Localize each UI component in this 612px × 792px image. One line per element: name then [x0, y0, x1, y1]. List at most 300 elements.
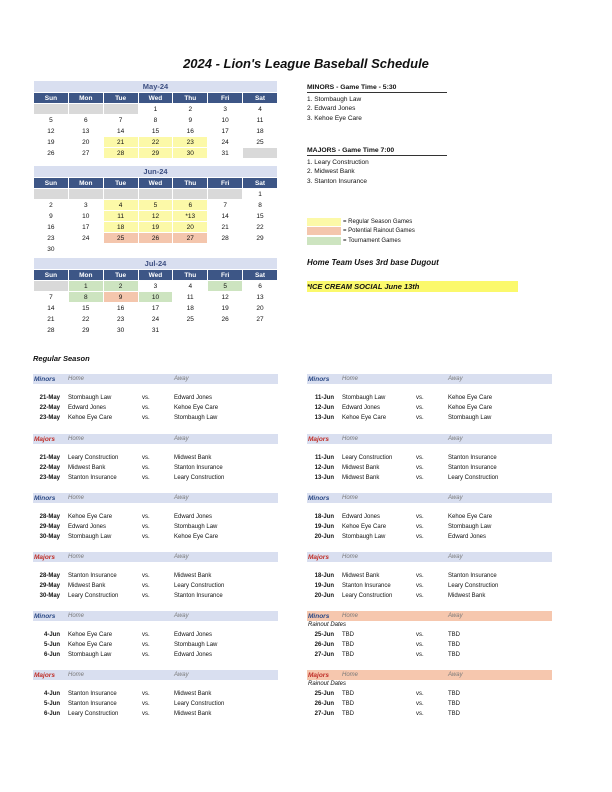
- away-team: Leary Construction: [174, 701, 225, 707]
- away-team: TBD: [448, 642, 460, 648]
- calendar-day: 23: [173, 137, 208, 148]
- calendar-day: 17: [138, 303, 173, 314]
- majors-schedule-block: [33, 670, 278, 719]
- minors-team: 3. Kehoe Eye Care: [307, 114, 362, 122]
- calendar-day: 20: [173, 222, 208, 233]
- game-date: 28-May: [39, 573, 60, 579]
- calendar-day: 28: [103, 148, 138, 159]
- calendar-week: [34, 189, 278, 200]
- away-team: Edward Jones: [174, 395, 213, 401]
- game-row: [33, 709, 278, 719]
- calendar-week: [34, 200, 278, 211]
- home-team: Stombaugh Law: [342, 534, 386, 540]
- block-header: [33, 434, 278, 444]
- league-label: Majors: [308, 671, 329, 679]
- away-team: Kehoe Eye Care: [448, 395, 493, 401]
- calendar-week: [34, 137, 278, 148]
- spacer: [33, 680, 278, 689]
- league-label: Majors: [34, 671, 55, 679]
- majors-team: 1. Leary Construction: [307, 158, 369, 166]
- game-date: 4-Jun: [43, 632, 60, 638]
- vs-label: vs.: [142, 514, 150, 520]
- game-date: 29-May: [39, 524, 60, 530]
- game-row: [307, 640, 552, 650]
- calendar-day: 19: [138, 222, 173, 233]
- calendar-day: 2: [103, 281, 138, 292]
- calendar-day: 4: [243, 104, 278, 115]
- away-team: Stanton Insurance: [448, 465, 497, 471]
- day-header: Sat: [243, 178, 278, 189]
- game-row: [307, 630, 552, 640]
- calendar-day: 19: [34, 137, 69, 148]
- minors-schedule-block: [307, 374, 552, 423]
- vs-label: vs.: [416, 405, 424, 411]
- regular-season-heading: Regular Season: [33, 354, 90, 363]
- vs-label: vs.: [142, 455, 150, 461]
- game-date: 4-Jun: [43, 691, 60, 697]
- calendar-day: 21: [34, 314, 69, 325]
- calendar-day: 31: [208, 148, 243, 159]
- vs-label: vs.: [142, 583, 150, 589]
- calendar-day: 9: [103, 292, 138, 303]
- calendar-week: [34, 314, 278, 325]
- calendar-day: 30: [34, 244, 69, 255]
- game-row: [307, 650, 552, 660]
- home-team: Stombaugh Law: [68, 534, 112, 540]
- vs-label: vs.: [142, 642, 150, 648]
- away-team: Edward Jones: [174, 652, 213, 658]
- calendar-day: 26: [208, 314, 243, 325]
- calendar-day: 16: [34, 222, 69, 233]
- game-row: [307, 532, 552, 542]
- home-team: Kehoe Eye Care: [68, 514, 113, 520]
- home-team: Midwest Bank: [342, 573, 380, 579]
- calendar-day: 5: [34, 115, 69, 126]
- away-team: Edward Jones: [174, 632, 213, 638]
- home-team: Leary Construction: [68, 711, 119, 717]
- game-date: 22-May: [39, 465, 60, 471]
- league-label: Minors: [34, 494, 56, 502]
- away-team: Edward Jones: [174, 514, 213, 520]
- calendar-day: 12: [208, 292, 243, 303]
- game-row: [33, 463, 278, 473]
- calendar-day: 1: [138, 104, 173, 115]
- league-label: Minors: [308, 375, 330, 383]
- vs-label: vs.: [142, 593, 150, 599]
- game-date: 12-Jun: [314, 405, 334, 411]
- calendar-day: 6: [243, 281, 278, 292]
- away-team: Kehoe Eye Care: [174, 405, 219, 411]
- calendar-day: [173, 189, 208, 200]
- vs-label: vs.: [416, 691, 424, 697]
- away-team: Kehoe Eye Care: [448, 405, 493, 411]
- away-team: Kehoe Eye Care: [448, 514, 493, 520]
- calendar-day: 25: [103, 233, 138, 244]
- vs-label: vs.: [416, 652, 424, 658]
- home-label: Home: [342, 554, 359, 560]
- calendar-day: [103, 189, 138, 200]
- legend-swatch: [307, 237, 341, 245]
- vs-label: vs.: [416, 524, 424, 530]
- calendar-day: [208, 244, 243, 255]
- calendar-day: [173, 325, 208, 336]
- vs-label: vs.: [142, 405, 150, 411]
- calendar-day: 12: [138, 211, 173, 222]
- game-row: [307, 413, 552, 423]
- home-label: Home: [342, 436, 359, 442]
- day-header: Thu: [173, 178, 208, 189]
- home-label: Home: [68, 554, 85, 560]
- calendar-day: [34, 104, 69, 115]
- calendar-week: [34, 126, 278, 137]
- block-header: [33, 611, 278, 621]
- game-row: [33, 640, 278, 650]
- spacer: [33, 444, 278, 453]
- calendar-day: [208, 189, 243, 200]
- spacer: [307, 562, 552, 571]
- legend-item: [307, 217, 415, 227]
- minors-schedule-block: [33, 611, 278, 660]
- game-row: [307, 689, 552, 699]
- calendar-day: 31: [138, 325, 173, 336]
- home-team: Stanton Insurance: [342, 583, 391, 589]
- calendar-day: 14: [103, 126, 138, 137]
- calendar-day: 16: [173, 126, 208, 137]
- game-date: 23-May: [39, 415, 60, 421]
- game-row: [307, 512, 552, 522]
- calendar-day: 10: [138, 292, 173, 303]
- calendar-day: 4: [103, 200, 138, 211]
- game-row: [33, 453, 278, 463]
- away-label: Away: [174, 495, 189, 501]
- game-date: 20-Jun: [314, 593, 334, 599]
- game-date: 11-Jun: [314, 455, 334, 461]
- calendar-day: [243, 325, 278, 336]
- block-header: [33, 493, 278, 503]
- vs-label: vs.: [416, 475, 424, 481]
- away-team: Stombaugh Law: [174, 415, 218, 421]
- home-label: Home: [68, 495, 85, 501]
- game-date: 27-Jun: [314, 711, 334, 717]
- game-row: [307, 571, 552, 581]
- calendar-week: [34, 325, 278, 336]
- away-label: Away: [448, 376, 463, 382]
- minors-team: 1. Stombaugh Law: [307, 95, 362, 103]
- spacer: [33, 503, 278, 512]
- vs-label: vs.: [142, 524, 150, 530]
- vs-label: vs.: [416, 395, 424, 401]
- legend-swatch: [307, 218, 341, 226]
- game-row: [307, 393, 552, 403]
- legend-label: = Regular Season Games: [343, 218, 413, 225]
- calendar-day: 15: [138, 126, 173, 137]
- game-date: 30-May: [39, 534, 60, 540]
- away-team: Kehoe Eye Care: [174, 534, 219, 540]
- game-date: 6-Jun: [43, 711, 60, 717]
- calendar-day: 11: [173, 292, 208, 303]
- calendar-day: 17: [208, 126, 243, 137]
- game-date: 22-May: [39, 405, 60, 411]
- game-row: [33, 403, 278, 413]
- calendar-day: [34, 189, 69, 200]
- calendar-day: *13: [173, 211, 208, 222]
- game-date: 30-May: [39, 593, 60, 599]
- rainout-dates-label: Rainout Dates: [308, 622, 347, 628]
- game-date: 18-Jun: [314, 514, 334, 520]
- spacer: [307, 384, 552, 393]
- league-label: Minors: [34, 375, 56, 383]
- away-label: Away: [448, 436, 463, 442]
- away-team: Stanton Insurance: [174, 465, 223, 471]
- home-team: Edward Jones: [68, 524, 107, 530]
- calendar-may-24: [33, 80, 278, 159]
- game-date: 19-Jun: [314, 583, 334, 589]
- calendar-week: [34, 104, 278, 115]
- calendar-day: 17: [68, 222, 103, 233]
- vs-label: vs.: [416, 583, 424, 589]
- home-team: Stanton Insurance: [68, 475, 117, 481]
- calendar-day: [68, 189, 103, 200]
- vs-label: vs.: [416, 573, 424, 579]
- day-header: Mon: [68, 93, 103, 104]
- away-label: Away: [448, 613, 463, 619]
- away-label: Away: [448, 554, 463, 560]
- calendar-week: [34, 281, 278, 292]
- game-row: [307, 522, 552, 532]
- calendar-day: 7: [34, 292, 69, 303]
- home-team: Kehoe Eye Care: [68, 415, 113, 421]
- home-team: Midwest Bank: [68, 583, 106, 589]
- home-team: Midwest Bank: [342, 465, 380, 471]
- calendar-day: 22: [138, 137, 173, 148]
- game-date: 21-May: [39, 455, 60, 461]
- calendar-day: 21: [103, 137, 138, 148]
- calendar-day: 7: [103, 115, 138, 126]
- home-team: Stanton Insurance: [68, 701, 117, 707]
- game-row: [307, 709, 552, 719]
- legend-label: = Tournament Games: [343, 237, 401, 244]
- away-label: Away: [174, 672, 189, 678]
- day-header: Tue: [103, 270, 138, 281]
- home-label: Home: [68, 436, 85, 442]
- away-team: Stanton Insurance: [448, 455, 497, 461]
- home-team: Stombaugh Law: [68, 395, 112, 401]
- calendar-day: 14: [208, 211, 243, 222]
- calendar-day: 10: [68, 211, 103, 222]
- minors-team: 2. Edward Jones: [307, 105, 356, 112]
- home-team: TBD: [342, 652, 354, 658]
- calendar-day: 22: [68, 314, 103, 325]
- day-header: Thu: [173, 93, 208, 104]
- calendar-jul-24: [33, 257, 278, 336]
- legend-item: [307, 236, 415, 246]
- league-label: Majors: [308, 553, 329, 561]
- day-header: Tue: [103, 93, 138, 104]
- block-header: [307, 552, 552, 562]
- calendar-day: 26: [34, 148, 69, 159]
- calendar-day: [68, 104, 103, 115]
- home-label: Home: [342, 495, 359, 501]
- calendar-day: 21: [208, 222, 243, 233]
- vs-label: vs.: [416, 465, 424, 471]
- vs-label: vs.: [416, 415, 424, 421]
- vs-label: vs.: [142, 701, 150, 707]
- calendar-week: [34, 115, 278, 126]
- game-row: [307, 453, 552, 463]
- calendar-day: 24: [138, 314, 173, 325]
- vs-label: vs.: [142, 632, 150, 638]
- calendar-day: 1: [68, 281, 103, 292]
- home-team: Stombaugh Law: [68, 652, 112, 658]
- calendar-day: 11: [103, 211, 138, 222]
- league-label: Minors: [308, 612, 330, 620]
- calendar-jun-24: [33, 165, 278, 255]
- day-header: Fri: [208, 178, 243, 189]
- day-header: Sat: [243, 93, 278, 104]
- calendar-day: 20: [68, 137, 103, 148]
- home-label: Home: [68, 672, 85, 678]
- league-label: Majors: [308, 435, 329, 443]
- calendar-day: 28: [34, 325, 69, 336]
- calendar-day: 22: [243, 222, 278, 233]
- game-row: [33, 591, 278, 601]
- vs-label: vs.: [142, 534, 150, 540]
- away-team: Leary Construction: [448, 583, 499, 589]
- game-date: 26-Jun: [314, 701, 334, 707]
- calendar-day: 8: [138, 115, 173, 126]
- away-team: Edward Jones: [448, 534, 487, 540]
- home-team: Midwest Bank: [68, 465, 106, 471]
- away-team: Leary Construction: [174, 583, 225, 589]
- away-team: Midwest Bank: [174, 573, 212, 579]
- league-label: Majors: [34, 435, 55, 443]
- calendar-day: 7: [208, 200, 243, 211]
- game-date: 13-Jun: [314, 475, 334, 481]
- page-title: 2024 - Lion's League Baseball Schedule: [183, 56, 429, 71]
- day-header: Fri: [208, 93, 243, 104]
- calendar-day: 30: [103, 325, 138, 336]
- game-row: [33, 512, 278, 522]
- calendar-day: [68, 244, 103, 255]
- calendar-day: 18: [173, 303, 208, 314]
- away-team: TBD: [448, 632, 460, 638]
- calendar-day: 25: [173, 314, 208, 325]
- majors-schedule-block: [33, 434, 278, 483]
- calendar-day: [34, 281, 69, 292]
- game-date: 6-Jun: [43, 652, 60, 658]
- calendar-day: 9: [34, 211, 69, 222]
- calendar-day: 6: [68, 115, 103, 126]
- away-team: TBD: [448, 711, 460, 717]
- home-team: Leary Construction: [68, 455, 119, 461]
- away-team: Stanton Insurance: [448, 573, 497, 579]
- calendar-day: 2: [173, 104, 208, 115]
- vs-label: vs.: [142, 465, 150, 471]
- calendar-day: [243, 148, 278, 159]
- calendar-day: 11: [243, 115, 278, 126]
- majors-schedule-block: [307, 434, 552, 483]
- spacer: [33, 621, 278, 630]
- away-team: Stombaugh Law: [448, 524, 492, 530]
- block-header: [307, 374, 552, 384]
- home-team: Stanton Insurance: [68, 573, 117, 579]
- league-label: Minors: [34, 612, 56, 620]
- calendar-month-title: Jun-24: [34, 166, 278, 178]
- calendar-week: [34, 233, 278, 244]
- game-date: 29-May: [39, 583, 60, 589]
- calendar-day: [208, 325, 243, 336]
- calendar-day: 27: [173, 233, 208, 244]
- calendar-day: [173, 244, 208, 255]
- game-row: [307, 581, 552, 591]
- vs-label: vs.: [142, 415, 150, 421]
- league-label: Majors: [34, 553, 55, 561]
- game-date: 26-Jun: [314, 642, 334, 648]
- calendar-day: 15: [243, 211, 278, 222]
- away-team: Midwest Bank: [174, 455, 212, 461]
- calendar-day: 10: [208, 115, 243, 126]
- color-legend: [307, 217, 415, 246]
- calendar-day: 29: [138, 148, 173, 159]
- dugout-note: Home Team Uses 3rd base Dugout: [307, 258, 439, 267]
- calendar-week: [34, 222, 278, 233]
- home-team: TBD: [342, 691, 354, 697]
- day-header: Mon: [68, 270, 103, 281]
- calendar-day: 8: [68, 292, 103, 303]
- calendar-day: 13: [243, 292, 278, 303]
- home-team: Leary Construction: [342, 593, 393, 599]
- vs-label: vs.: [416, 514, 424, 520]
- vs-label: vs.: [416, 455, 424, 461]
- calendar-day: 26: [138, 233, 173, 244]
- home-team: Kehoe Eye Care: [68, 632, 113, 638]
- calendar-day: 5: [208, 281, 243, 292]
- block-header: [307, 493, 552, 503]
- home-label: Home: [342, 672, 359, 678]
- day-header: Wed: [138, 93, 173, 104]
- game-date: 28-May: [39, 514, 60, 520]
- calendar-day: 29: [243, 233, 278, 244]
- game-row: [307, 463, 552, 473]
- vs-label: vs.: [416, 642, 424, 648]
- block-header: [307, 434, 552, 444]
- home-team: Edward Jones: [68, 405, 107, 411]
- game-date: 25-Jun: [314, 632, 334, 638]
- calendar-day: 15: [68, 303, 103, 314]
- calendar-day: 23: [103, 314, 138, 325]
- calendar-day: 9: [173, 115, 208, 126]
- home-label: Home: [342, 613, 359, 619]
- minors-info: [307, 84, 447, 122]
- away-team: Leary Construction: [448, 475, 499, 481]
- game-row: [33, 393, 278, 403]
- day-header: Tue: [103, 178, 138, 189]
- calendar-day: 18: [103, 222, 138, 233]
- day-header: Sun: [34, 93, 69, 104]
- majors-schedule-block: [33, 552, 278, 601]
- calendar-day: 12: [34, 126, 69, 137]
- game-row: [33, 581, 278, 591]
- away-team: TBD: [448, 652, 460, 658]
- majors-team: 2. Midwest Bank: [307, 168, 355, 175]
- calendar-day: 3: [138, 281, 173, 292]
- game-row: [307, 591, 552, 601]
- calendar-day: 3: [68, 200, 103, 211]
- rainout-dates-label: Rainout Dates: [308, 681, 347, 687]
- spacer: [307, 503, 552, 512]
- minors-schedule-block: [307, 493, 552, 542]
- calendar-day: 2: [34, 200, 69, 211]
